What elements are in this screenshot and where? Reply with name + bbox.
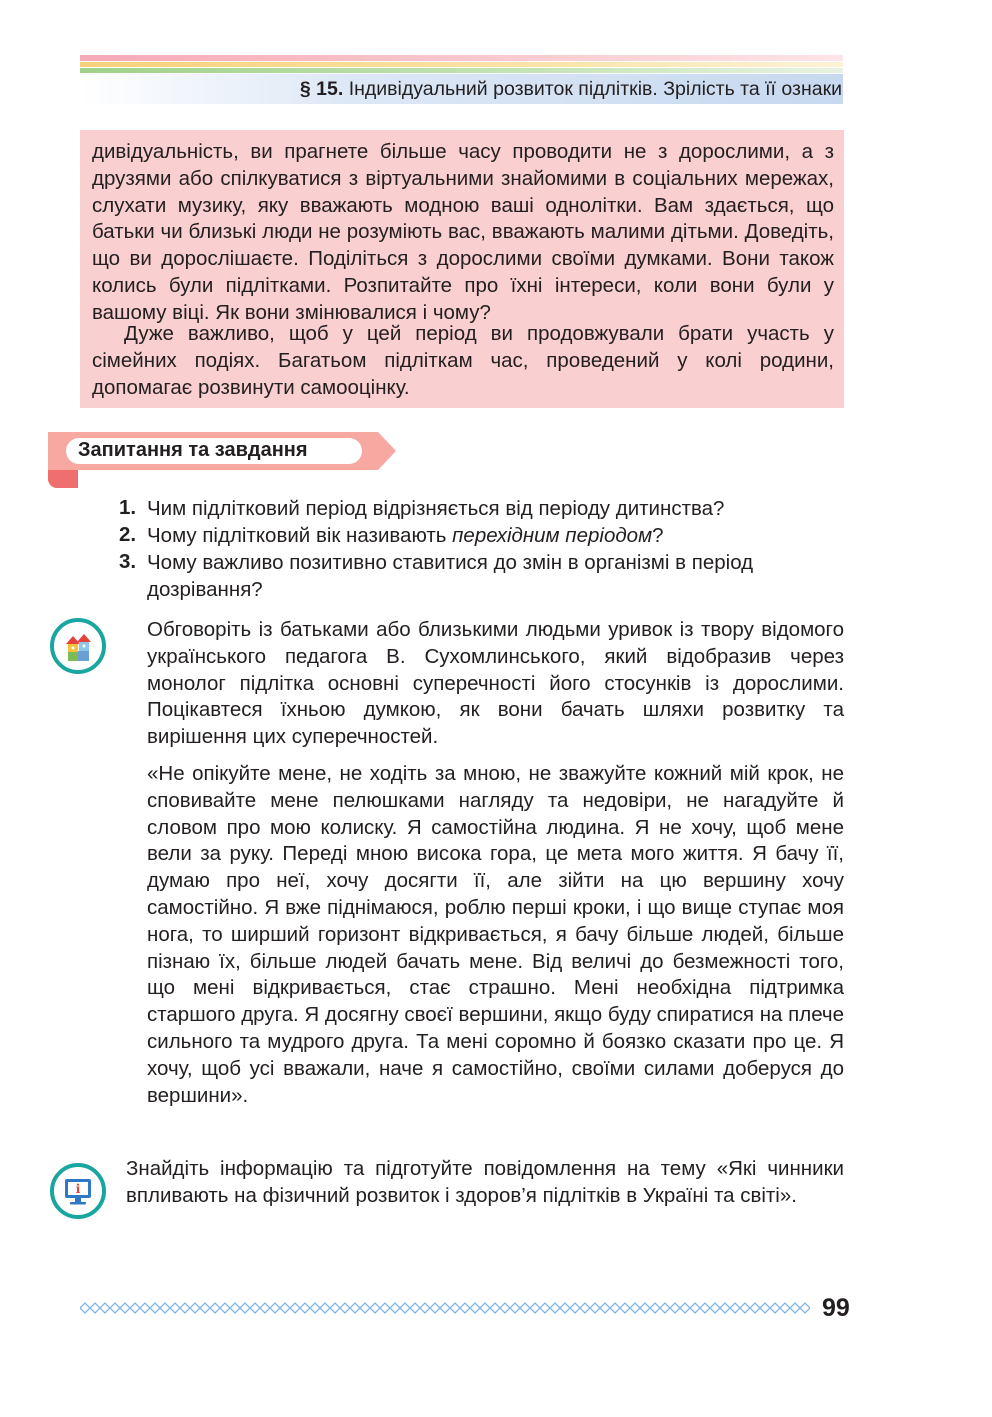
info-monitor-icon <box>50 1163 106 1219</box>
question-2-number: 2. <box>119 523 137 546</box>
sukhomlynsky-quote: «Не опікуйте мене, не ходіть за мною, не зважуйте кожний мій крок, не сповивайте мене пелюшками нагляду та недовіри, не нагадуйте й словом про мою колиску. Я самостійна людина. Я не хочу, щоб мене вели за руку. Переді мною висока гора, це мета мого життя. Я бачу її, думаю про неї, хочу досягти її, але зійти на цю вершину хочу самостійно. Я вже піднімаюся, роблю перші кроки, і що вище ступає моя нога, то ширший горизонт відкривається, я бачу більше людей, більше пізнаю їх, більше людей бачать мене. Від величі до безмежності того, що мені відкривається, стає страшно. Мені необхідна підтримка старшого друга. Я досягну своєї вершини, якщо буду спиратися на плече сильного та мудрого друга. Та мені соромно й боязко сказати про це. Я хочу, щоб усі вважали, наче я самостійно, своїми силами доберуся до вершини». <box>147 762 844 1107</box>
family-puzzle-icon <box>50 618 106 674</box>
section-number: § 15. <box>299 78 344 100</box>
header-stripe-green <box>80 68 843 73</box>
footer-wave-border <box>80 1300 810 1316</box>
question-2-text: Чому підлітковий вік називають перехідним періодом? <box>147 524 664 547</box>
box-paragraph-2: Дуже важливо, щоб у цей період ви продовжували брати участь у сімейних подіях. Багатьом підліткам час, проведений у колі родини, допомагає розвинути самооцінку. <box>92 322 834 399</box>
questions-heading: Запитання та завдання <box>78 439 308 461</box>
svg-text:i: i <box>75 1182 81 1196</box>
questions-heading-fold <box>48 470 78 488</box>
header-stripe-yellow <box>80 62 843 67</box>
question-1-text: Чим підлітковий період відрізняється від періоду дитинства? <box>147 497 725 520</box>
running-head <box>300 78 842 101</box>
section-title: Індивідуальний розвиток підлітків. Зрілість та її ознаки <box>348 78 842 100</box>
page-number: 99 <box>822 1294 850 1322</box>
question-3-number: 3. <box>119 550 137 573</box>
question-1-number: 1. <box>119 496 137 519</box>
box-paragraph-1: дивідуальність, ви прагнете більше часу проводити не з дорослими, а з друзями або спілкуватися з віртуальними знайомими в соціальних мережах, слухати музику, яку вважають модною ваші однолітки. Вам здається, що батьки чи близькі люди не розуміють вас, вважають малими дітьми. Доведіть, що ви дорослішаєте. Поділіться з дорослими своїми думками. Вони також колись були підлітками. Розпитайте про їхні інтереси, коли вони були у вашому віці. Як вони змінювалися і чому? <box>92 140 834 324</box>
discussion-text: Обговоріть із батьками або близькими людьми уривок із твору відомого українського педагога В. Сухомлинського, який відобразив через монолог підлітка основні суперечності його стосунків із дорослими. Поцікавтеся їхньою думкою, як вони бачать шляхи розвитку та вирішення цих суперечностей. <box>147 618 844 749</box>
info-task-text: Знайдіть інформацію та підготуйте повідомлення на тему «Які чинники впливають на фізичний розвиток і здоров’я підлітків в Україні та світі». <box>126 1157 844 1207</box>
question-3-text: Чому важливо позитивно ставитися до змін в організмі в період дозрівання? <box>147 551 754 601</box>
header-stripe-pink <box>80 55 843 61</box>
